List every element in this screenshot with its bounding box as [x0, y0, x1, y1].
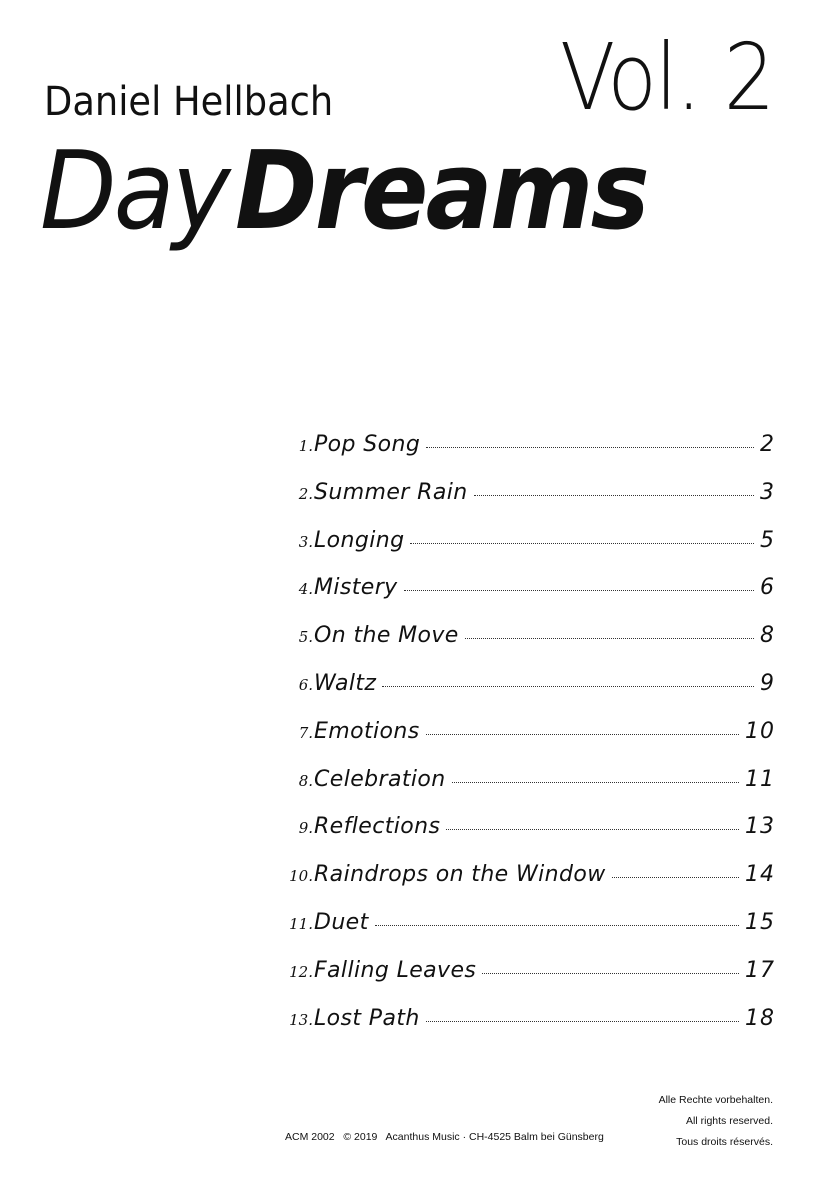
- toc-number: 9.: [298, 819, 313, 838]
- author-name: Daniel Hellbach: [44, 79, 334, 125]
- toc-title: Celebration: [314, 766, 446, 792]
- toc-page: 6: [760, 575, 775, 601]
- toc-page: 11: [745, 766, 775, 792]
- toc-title: Falling Leaves: [314, 957, 477, 983]
- toc-entry[interactable]: [275, 958, 775, 1006]
- toc-number: 1.: [298, 437, 313, 455]
- toc-entry[interactable]: [275, 910, 775, 958]
- toc-entry[interactable]: [275, 767, 775, 815]
- title-part-day: Day: [40, 129, 228, 254]
- toc-number: 4.: [298, 580, 313, 599]
- toc-title: On the Move: [314, 623, 459, 649]
- toc-leader-dots: [446, 828, 739, 830]
- toc-number: 13.: [289, 1010, 313, 1029]
- toc-page: 8: [760, 623, 775, 649]
- publisher-imprint: ACM 2002 © 2019 Acanthus Music · CH-4525 Balm bei Günsberg: [285, 1131, 604, 1143]
- toc-title: Longing: [314, 527, 405, 553]
- toc-page: 17: [745, 957, 775, 983]
- toc-title: Duet: [314, 909, 369, 935]
- toc-number: 2.: [298, 484, 313, 503]
- toc-entry[interactable]: [275, 528, 775, 576]
- toc-title: Reflections: [314, 814, 441, 840]
- toc-title: Raindrops on the Window: [314, 862, 606, 888]
- toc-title: Summer Rain: [314, 479, 468, 505]
- toc-entry[interactable]: [275, 1006, 775, 1054]
- toc-title: Pop Song: [314, 432, 421, 457]
- toc-leader-dots: [375, 924, 739, 926]
- title-part-dreams: Dreams: [235, 129, 648, 254]
- table-of-contents: [275, 432, 775, 1053]
- toc-leader-dots: [482, 972, 739, 974]
- toc-page: 9: [760, 670, 775, 696]
- toc-title: Waltz: [314, 670, 377, 696]
- toc-leader-dots: [612, 876, 739, 878]
- rights-line-english: All rights reserved.: [686, 1115, 773, 1127]
- toc-page: 2: [760, 432, 775, 457]
- rights-notice: [659, 1090, 773, 1153]
- toc-page: 5: [760, 527, 775, 553]
- toc-page: 10: [745, 718, 775, 744]
- toc-number: 5.: [298, 628, 313, 647]
- toc-page: 14: [745, 862, 775, 888]
- toc-entry[interactable]: [275, 623, 775, 671]
- toc-title: Lost Path: [314, 1005, 420, 1031]
- toc-entry[interactable]: [275, 671, 775, 719]
- toc-page: 15: [745, 909, 775, 935]
- toc-number: 8.: [298, 771, 313, 790]
- toc-title: Mistery: [314, 575, 398, 601]
- volume-label: Vol. 2: [560, 24, 774, 131]
- toc-number: 3.: [298, 532, 313, 551]
- rights-line-french: Tous droits réservés.: [676, 1136, 773, 1148]
- toc-number: 10.: [289, 867, 313, 886]
- toc-number: 6.: [298, 675, 313, 694]
- book-title: [40, 129, 683, 254]
- toc-entry[interactable]: [275, 719, 775, 767]
- toc-page: 13: [745, 814, 775, 840]
- toc-number: 11.: [289, 914, 313, 933]
- toc-leader-dots: [382, 685, 754, 687]
- toc-page: 3: [760, 479, 775, 505]
- toc-title: Emotions: [314, 718, 420, 744]
- rights-line-german: Alle Rechte vorbehalten.: [658, 1094, 773, 1106]
- toc-number: 12.: [289, 962, 313, 981]
- toc-leader-dots: [426, 733, 739, 735]
- toc-entry[interactable]: [275, 862, 775, 910]
- toc-leader-dots: [426, 446, 754, 448]
- toc-entry[interactable]: [275, 575, 775, 623]
- toc-entry[interactable]: [275, 814, 775, 862]
- toc-entry[interactable]: [275, 432, 775, 480]
- toc-leader-dots: [465, 637, 754, 639]
- toc-entry[interactable]: [275, 480, 775, 528]
- toc-leader-dots: [474, 494, 754, 496]
- toc-leader-dots: [452, 781, 739, 783]
- toc-leader-dots: [410, 542, 754, 544]
- toc-number: 7.: [298, 723, 313, 742]
- toc-page: 18: [745, 1005, 775, 1031]
- toc-leader-dots: [404, 589, 754, 591]
- toc-leader-dots: [426, 1020, 739, 1022]
